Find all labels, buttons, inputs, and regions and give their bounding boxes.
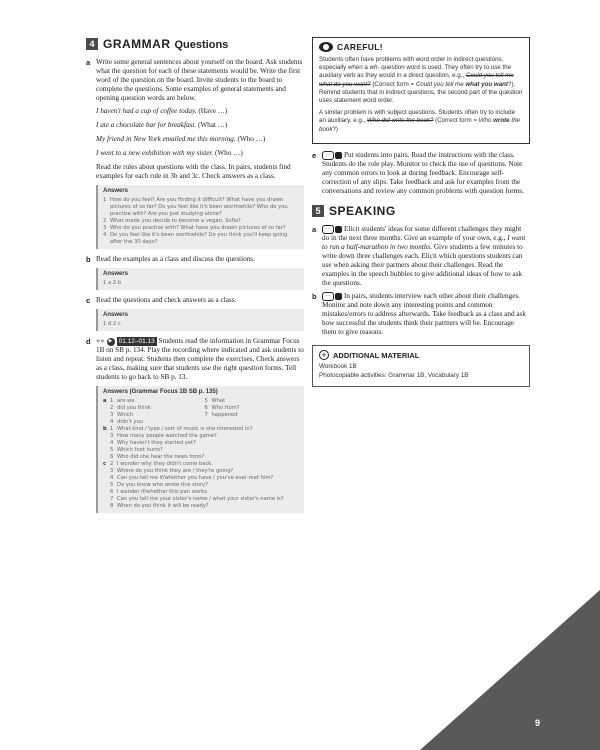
item-c: c Read the questions and check answers as a class. <box>86 296 237 305</box>
speech-bubble-icon: ··· <box>322 151 334 160</box>
pronunciation-arrows-icon: »» <box>96 337 105 345</box>
section-title: SPEAKING <box>329 203 396 218</box>
item-d: d »» ▶ 01.12–01.13 Students read the information in Grammar Focus 1B on SB p. 134. Play the recording where indicated and ask students to listen and repeat. Students then complete the exercises. Check answers as a class, making sure that students use the right question forms. Tell students to go back to SB p. 13. <box>86 337 304 382</box>
answers-box-c: Answers 1 d 2 c <box>96 309 304 331</box>
example-4: I went to a new exhibition with my sister. (Who …) <box>96 149 243 157</box>
person-icon <box>335 152 342 159</box>
careful-paragraph-1: Students often have problems with word order in indirect questions, especially when a wh- question word is used. They often try to use the auxiliary verb as they would in a direct question, e.g., Could you tell me what do you want? (Correct form = Could you tell me what you want?). Remind students that in indirect questions, the second part of the question uses statement word order. <box>319 56 523 105</box>
page-number: 9 <box>534 718 540 728</box>
play-icon[interactable]: ▶ <box>107 338 115 346</box>
careful-title: CAREFUL! <box>337 42 383 52</box>
careful-paragraph-2: A similar problem is with subject questions. Students often try to include an auxiliary, e.g., Who did write the book? (Correct form = Who wrote the book?) <box>319 109 520 133</box>
grammar-heading <box>86 37 304 51</box>
example-2: I ate a chocolate bar for breakfast. (What …) <box>96 121 228 129</box>
workbook-reference: Workbook 1B <box>319 363 357 371</box>
answers-box-b: Answers 1 a 2 b <box>96 268 304 290</box>
careful-box <box>312 37 530 144</box>
person-icon <box>335 226 342 233</box>
section-number: 5 <box>312 205 324 217</box>
additional-material-box <box>312 345 530 387</box>
eye-icon <box>319 42 333 52</box>
audio-track-label: 01.12–01.13 <box>118 338 155 345</box>
photocopiable-reference: Photocopiable activities: Grammar 1B, Vocabulary 1B <box>319 371 469 379</box>
example-1: I haven't had a cup of coffee today. (Have …) <box>96 107 228 115</box>
plus-icon: + <box>319 350 329 360</box>
speaking-item-a: a ··· Elicit students' ideas for some different challenges they might do in the next three months. Give an example of your own, e.g., I want to run a half-marathon in two months. Give students a few minutes to write down three challenges each. Elicit which questions students can use when asking their partners about their challenges. Read the examples in the speech bubbles to give additional ideas of how to ask the questions. <box>312 224 526 288</box>
additional-material-title: ADDITIONAL MATERIAL <box>333 350 420 360</box>
item-a: a Write some general sentences about yourself on the board. Ask students what the question for each of these statements would be. Write the first word of the question on the board. Invite students to the board to complete the questions. Some examples of general statements and opening question words are below. <box>86 58 303 102</box>
item-e: e ··· Put students into pairs. Read the instructions with the class. Students do the role play. Monitor to check the use of questions. Note any common errors to look at during feedback. Encourage self-correction of any slips. Take feedback and ask for examples from the conversations and review any common problems with question forms. <box>312 150 524 195</box>
page-corner-decoration <box>420 590 600 750</box>
left-column <box>86 37 304 519</box>
example-3: My friend in New York emailed me this morning. (Who …) <box>96 135 266 143</box>
speaking-heading <box>312 204 530 218</box>
speech-bubble-icon: ··· <box>322 225 334 234</box>
section-number: 4 <box>86 38 98 50</box>
item-a-instruction: Read the rules about questions with the class. In pairs, students find examples for each rule in 3b and 3c. Check answers as a class. <box>96 163 291 180</box>
answers-box-d: Answers (Grammar Focus 1B SB p. 135) a 1 are we 2 did you think 3 Which 4 didn't you 5 What 6 Who from? 7 happened b 1 What kind / type / sort of music is she interested in? 3 How many people watched the game? 4 Why haven't they started yet? 5 Which foot hurts? 6 Who did she hear the news from? c 2 I wonder why they didn't come back. 3 Where do you think they are / they're going? 4 Can you tell me if/whether you have / you've ever met him? 5 Do you know who wrote this story? 6 I wonder if/whether this pen works. 7 Can you tell me your sister's name / what your sister's name is? 8 When do you think it will be ready? <box>96 386 304 513</box>
speech-bubble-icon: ··· <box>322 292 334 301</box>
right-column <box>312 37 530 387</box>
answers-box-a: Answers 1 How do you feel? Are you finding it difficult? What have you drawn pictures of so far? Do you feel like it's been worthwhile? Who do you practise with? Are you just studying alone? 2 What made you decide to become a vegan, Sofia? 3 Who do you practise with? What have you drawn pictures of so far? 4 Do you feel like it's been worthwhile? Do you think you'll keep going after the 30 days? <box>96 185 304 249</box>
section-title: GRAMMAR Questions <box>103 37 229 51</box>
audio-controls[interactable] <box>96 337 157 346</box>
item-b: b Read the examples as a class and discuss the questions. <box>86 255 255 264</box>
person-icon <box>335 293 342 300</box>
speaking-item-b: b ··· In pairs, students interview each other about their challenges. Monitor and note down any interesting points and common mistakes/errors to address afterwards. Take feedback as a class and ask how successful the students think their partners will be. Encourage them to give reasons. <box>312 292 526 337</box>
